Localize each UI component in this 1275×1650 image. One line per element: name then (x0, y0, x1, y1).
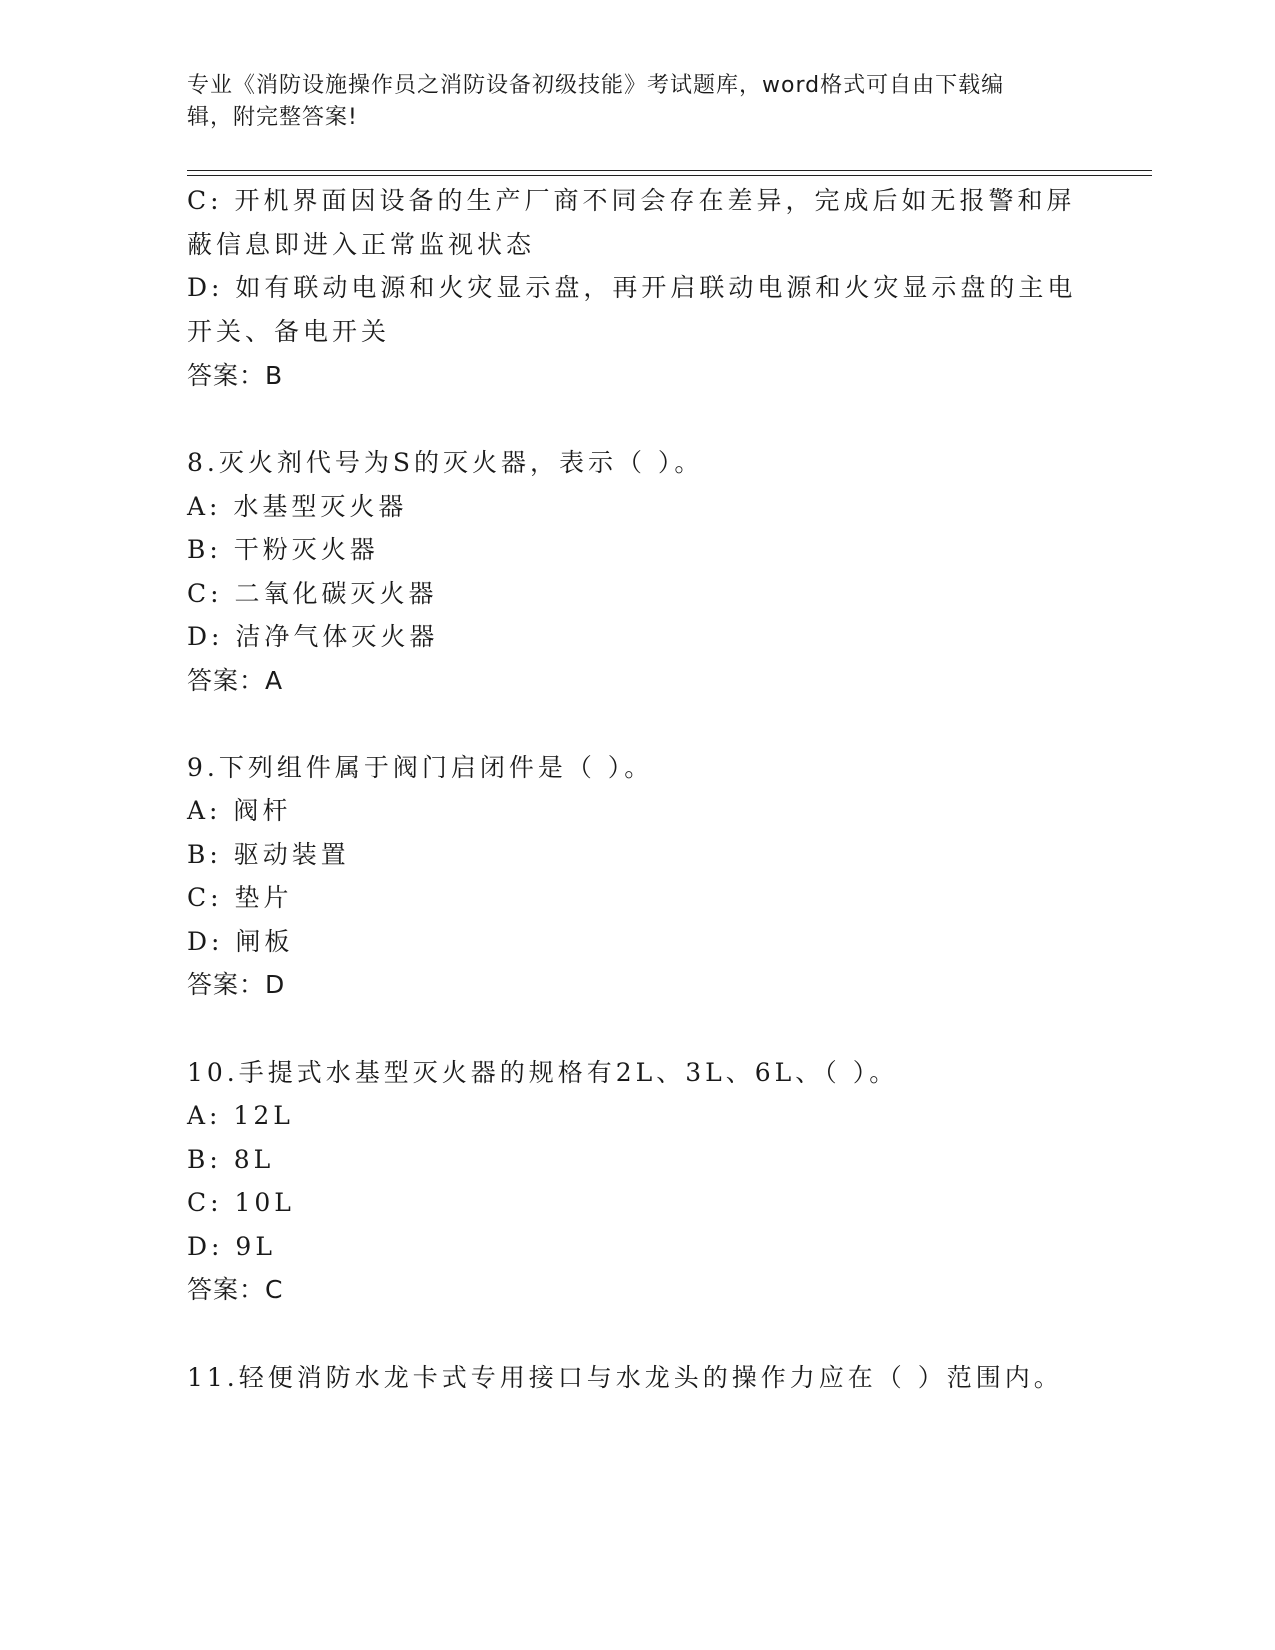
q8-answer: 答案：A (187, 666, 284, 695)
q8-stem: 8.灭火剂代号为S的灭火器，表示（ ）。 (187, 448, 704, 477)
q10-option-b: B: 8L (187, 1145, 275, 1174)
q9-stem: 9.下列组件属于阀门启闭件是（ ）。 (187, 753, 654, 782)
q8-option-d: D: 洁净气体灭火器 (187, 622, 439, 651)
q8-option-b: B: 干粉灭火器 (187, 535, 379, 564)
q9-option-a: A: 阀杆 (187, 796, 292, 825)
q8-option-a: A: 水基型灭火器 (187, 492, 408, 521)
q10-option-c: C: 10L (187, 1188, 295, 1217)
q9-option-c: C: 垫片 (187, 883, 293, 912)
q10-stem: 10.手提式水基型灭火器的规格有2L、3L、6L、（ ）。 (187, 1058, 899, 1087)
q10-answer: 答案：C (187, 1275, 284, 1304)
q9-answer: 答案：D (187, 970, 286, 999)
q9-option-b: B: 驱动装置 (187, 840, 350, 869)
q11-stem: 11.轻便消防水龙卡式专用接口与水龙头的操作力应在（ ）范围内。 (187, 1363, 1063, 1392)
header-rule-bottom (187, 175, 1152, 176)
q8-option-c: C: 二氧化碳灭火器 (187, 579, 438, 608)
q7-option-d-line-2: 开关、备电开关 (187, 317, 391, 346)
q9-option-d: D: 闸板 (187, 927, 294, 956)
q10-option-a: A: 12L (187, 1101, 294, 1130)
q7-option-c-line-2: 蔽信息即进入正常监视状态 (187, 230, 536, 259)
q7-option-c-line-1: C: 开机界面因设备的生产厂商不同会存在差异，完成后如无报警和屏 (187, 186, 1076, 215)
q10-option-d: D: 9L (187, 1232, 276, 1261)
q7-option-d-line-1: D: 如有联动电源和火灾显示盘，再开启联动电源和火灾显示盘的主电 (187, 273, 1077, 302)
q7-answer: 答案：B (187, 361, 284, 390)
header-line-1: 专业《消防设施操作员之消防设备初级技能》考试题库，word格式可自由下载编 (187, 73, 1005, 98)
header-rule-top (187, 170, 1152, 171)
header-line-2: 辑，附完整答案! (187, 105, 358, 130)
